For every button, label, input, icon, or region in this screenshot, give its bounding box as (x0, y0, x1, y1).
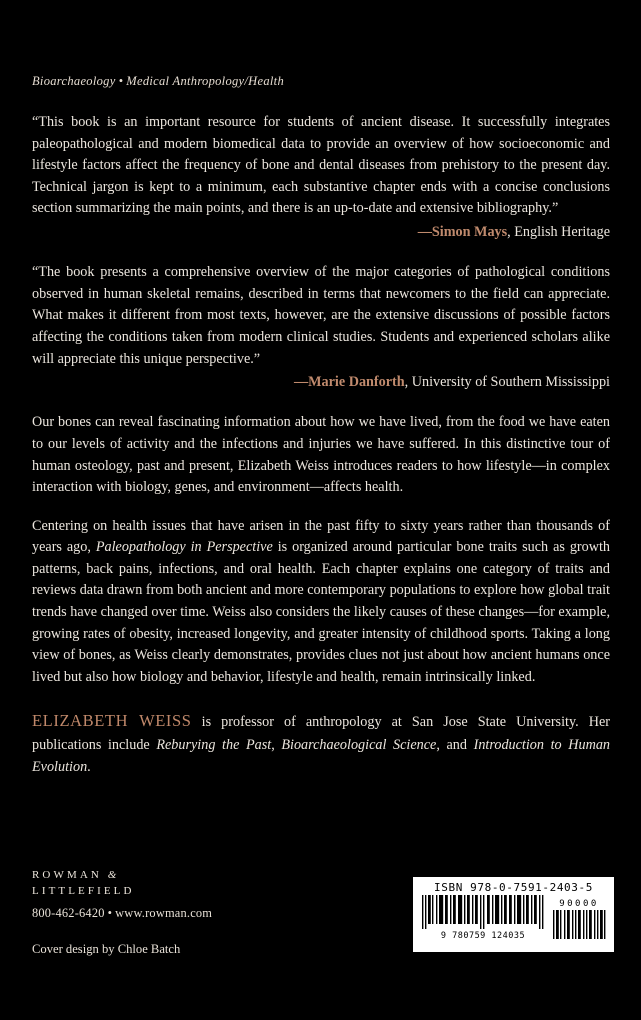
blurb-attribution-1-dash: — (417, 223, 432, 240)
category-separator-dot: • (118, 74, 124, 88)
publisher-phone[interactable]: 800-462-6420 (32, 906, 105, 921)
publisher-contact-separator: • (107, 906, 113, 921)
publisher-logo-line-1 (32, 868, 212, 884)
ean13-digits: 9 780759 124035 (440, 931, 526, 942)
blurb-attribution-2-affiliation: , University of Southern Mississippi (404, 374, 610, 391)
isbn-number-text: ISBN 978-0-7591-2403-5 (434, 881, 593, 894)
blurb-attribution-1-affiliation: , English Heritage (507, 223, 610, 240)
description-paragraph-2 (32, 516, 610, 689)
author-bio-part1: is professor of anthropology at San Jose State University. Her publications include (32, 714, 610, 753)
blurb-attribution-2-dash: — (293, 374, 309, 391)
blurb-quote-2: “The book presents a comprehensive overview of the major categories of pathological conditions observed in human skeletal remains, described in terms that newcomers to the field can appreciate. What makes it different from most texts, however, are the extensive discussions of possible factors affecting the conditions taken from modern clinical studies. Students and experienced scholars alike will appreciate this unique perspective.” (32, 264, 610, 367)
author-bio-sep-2: , and (436, 736, 474, 753)
publisher-logo-line-2: LITTLEFIELD (32, 884, 135, 897)
isbn-barcode-block (413, 877, 614, 952)
barcode-bars-row (420, 895, 607, 941)
author-publication-2: Bioarchaeological Science (281, 736, 437, 753)
category-primary: Bioarchaeology (32, 74, 116, 88)
ean5-addon-digits: 90000 (559, 898, 599, 909)
publisher-ampersand: & (107, 869, 117, 881)
ean5-addon-barcode (551, 900, 607, 941)
ean5-bars-graphic (551, 910, 607, 941)
blurb-quote-1: “This book is an important resource for students of ancient disease. It successfully integrates paleopathological and modern biomedical data to provide an overview of how socioeconomic and lifestyle factors affect the frequency of bone and dental diseases from prehistory to the present day. Technical jargon is kept to a minimum, each substantive chapter ends with a concise conclusions section summarizing the main points, and there is an up-to-date and extensive bibliography.” (32, 114, 610, 217)
author-bio-end: . (87, 758, 91, 775)
publisher-name-rowman: ROWMAN (32, 869, 102, 881)
publisher-contact-line (32, 906, 212, 921)
ean13-bars-graphic (420, 895, 546, 932)
blurb-attribution-2 (32, 372, 610, 393)
category-secondary: Medical Anthropology/Health (126, 74, 284, 88)
blurb-attribution-1-name: Simon Mays (431, 223, 508, 240)
author-publication-3: Introduction to Human Evolution (32, 736, 611, 775)
subject-category-line (32, 74, 284, 89)
author-bio-sep-1: , (271, 736, 282, 753)
author-bio (32, 708, 610, 778)
blurb-attribution-1 (32, 222, 610, 243)
ean13-barcode (420, 895, 546, 941)
author-name: ELIZABETH WEISS (32, 711, 192, 731)
description-paragraph-2-part1: Centering on health issues that have arisen in the past fifty to sixty years rather than thousands of years ago, (32, 517, 610, 556)
description-paragraph-2-part2: is organized around particular bone traits such as growth patterns, back pains, infections, and oral health. Each chapter explains one category of traits and reviews data drawn from both ancient and more contemporary populations to explore how global trait trends have changed over time. Weiss also considers the likely causes of these changes—for example, growing rates of obesity, increased longevity, and greater intensity of childhood sports. Taking a long view of bones, as Weiss clearly demonstrates, provides clues not just about how ancient humans once lived but also how biology and behavior, lifestyle and health, remain intrinsically linked. (32, 539, 611, 685)
publisher-website[interactable]: www.rowman.com (115, 906, 213, 921)
cover-design-credit: Cover design by Chloe Batch (32, 942, 181, 956)
blurb-attribution-2-name: Marie Danforth (308, 374, 405, 391)
author-publication-1: Reburying the Past (156, 736, 272, 753)
book-title-inline: Paleopathology in Perspective (95, 539, 273, 556)
cover-text-content (32, 112, 610, 778)
publisher-block (32, 868, 212, 921)
description-paragraph-1: Our bones can reveal fascinating information about how we have lived, from the food we have eaten to our levels of activity and the infections and injuries we have suffered. In this distinctive tour of human osteology, past and present, Elizabeth Weiss introduces readers to how lifestyle—in complex interaction with biology, genes, and environment—affects health. (32, 414, 610, 496)
